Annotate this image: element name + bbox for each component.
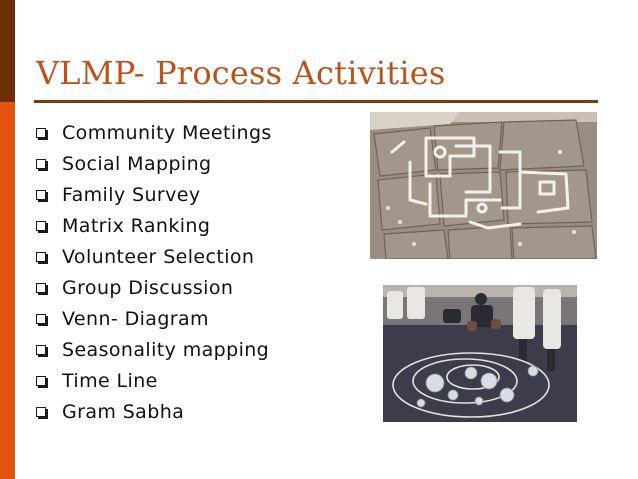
social-map-photo: [370, 112, 597, 259]
venn-diagram-photo: [383, 285, 577, 422]
square-bullet-icon: [36, 252, 46, 262]
square-bullet-icon: [36, 190, 46, 200]
square-bullet-icon: [36, 159, 46, 169]
list-item-label: Group Discussion: [62, 276, 234, 299]
list-item-label: Time Line: [62, 369, 158, 392]
square-bullet-icon: [36, 376, 46, 386]
list-item-label: Family Survey: [62, 183, 201, 206]
square-bullet-icon: [36, 314, 46, 324]
list-item-label: Venn- Diagram: [62, 307, 209, 330]
square-bullet-icon: [36, 128, 46, 138]
list-item-label: Social Mapping: [62, 152, 212, 175]
list-item-label: Matrix Ranking: [62, 214, 211, 237]
title-underline: [34, 100, 598, 103]
square-bullet-icon: [36, 407, 46, 417]
activity-list: [36, 117, 272, 427]
list-item: [36, 365, 272, 396]
list-item: [36, 117, 272, 148]
square-bullet-icon: [36, 221, 46, 231]
left-band-light: [0, 102, 15, 479]
slide-title: VLMP- Process Activities: [36, 54, 446, 92]
list-item: [36, 148, 272, 179]
list-item-label: Volunteer Selection: [62, 245, 255, 268]
square-bullet-icon: [36, 345, 46, 355]
list-item: [36, 272, 272, 303]
list-item: [36, 303, 272, 334]
list-item: [36, 210, 272, 241]
list-item-label: Seasonality mapping: [62, 338, 270, 361]
left-band-dark: [0, 0, 15, 102]
list-item: [36, 396, 272, 427]
list-item-label: Gram Sabha: [62, 400, 185, 423]
square-bullet-icon: [36, 283, 46, 293]
list-item-label: Community Meetings: [62, 121, 272, 144]
list-item: [36, 241, 272, 272]
list-item: [36, 334, 272, 365]
list-item: [36, 179, 272, 210]
